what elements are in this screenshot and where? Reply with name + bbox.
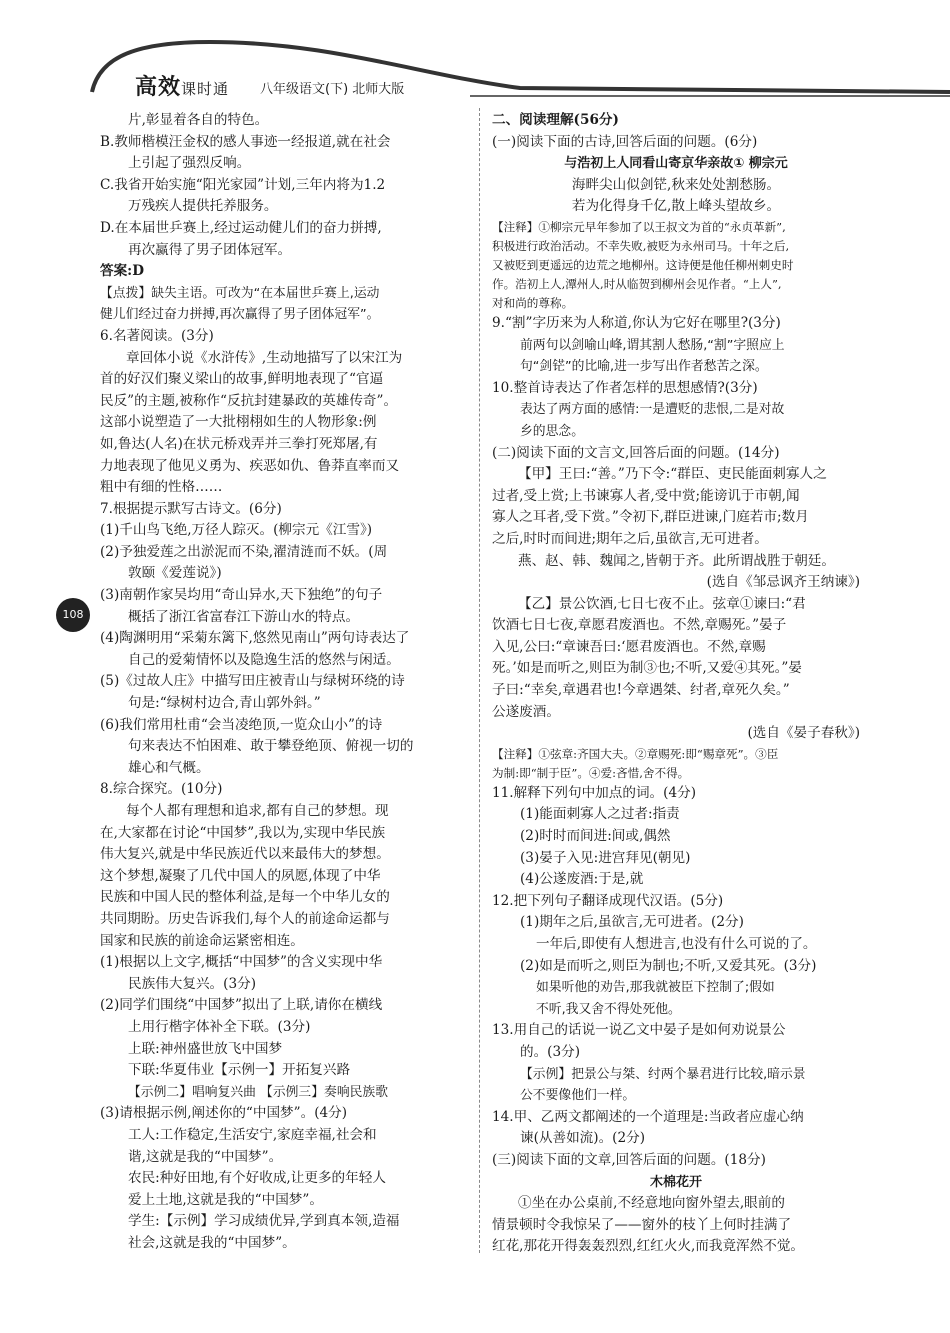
right-text-line: 木棉花开 [649, 1174, 702, 1190]
right-text-line: 【乙】景公饮酒,七日七夜不止。弦章①谏曰:“君 [518, 595, 806, 612]
left-text-line: 答案:D [100, 263, 144, 280]
right-text-line: 子曰:“幸矣,章遇君也!今章遇桀、纣者,章死久矣。” [492, 682, 790, 699]
left-text-line: 句是:“绿树村边合,青山郭外斜。” [128, 695, 321, 712]
right-text-line: 寡人之耳者,受下赏。”令初下,群臣进谏,门庭若市;数月 [492, 509, 809, 526]
book-subtitle: 八年级语文(下) 北师大版 [260, 82, 405, 97]
left-text-line: 雄心和气概。 [128, 759, 210, 776]
right-text-line: (1)能面刺寡人之过者:指责 [520, 806, 680, 823]
right-text-line: 死。’如是而听之,则臣为制③也;不听,又爱④其死。”晏 [492, 660, 802, 677]
right-text-line: 不听,我又舍不得处死他。 [536, 1001, 681, 1017]
right-text-line: 11.解释下列句中加点的词。(4分) [492, 784, 696, 801]
right-text-line: 10.整首诗表达了作者怎样的思想感情?(3分) [492, 379, 758, 396]
left-text-line: 上引起了强烈反响。 [128, 155, 251, 172]
left-text-line: 自己的爱菊情怀以及隐逸生活的悠然与闲适。 [128, 651, 400, 668]
right-text-line: (二)阅读下面的文言文,回答后面的问题。(14分) [492, 444, 780, 461]
left-text-line: 伟大复兴,就是中华民族近代以来最伟大的梦想。 [100, 846, 390, 863]
right-text-line: 13.用自己的话说一说乙文中晏子是如何劝说景公 [492, 1022, 786, 1039]
left-text-line: 【点拨】缺失主语。可改为“在本届世乒赛上,运动 [100, 285, 380, 301]
left-text-line: D.在本届世乒赛上,经过运动健儿们的奋力拼搏, [100, 219, 382, 236]
right-text-line: 【甲】王曰:“善。”乃下令:“群臣、吏民能面刺寡人之 [518, 466, 827, 483]
right-text-line: 红花,那花开得轰轰烈烈,红红火火,而我竟浑然不觉。 [492, 1238, 805, 1255]
right-text-line: 之后,时时而间进;期年之后,虽欲言,无可进者。 [492, 530, 768, 547]
left-text-line: 国家和民族的前途命运紧密相连。 [100, 932, 304, 949]
right-text-line: 乡的思念。 [520, 423, 584, 439]
left-text-line: (6)我们常用杜甫“会当凌绝顶,一览众山小”的诗 [100, 716, 383, 733]
left-text-line: (5)《过故人庄》中描写田庄被青山与绿树环绕的诗 [100, 673, 405, 690]
right-text-line: (4)公遂废酒:于是,就 [520, 871, 644, 888]
right-text-line: 公不要像他们一样。 [520, 1088, 636, 1104]
right-text-line: 如果听他的劝告,那我就被臣下控制了;假如 [536, 980, 775, 996]
right-text-line: 与浩初上人同看山寄京华亲故① 柳宗元 [564, 156, 788, 172]
left-text-line: 章回体小说《水浒传》,生动地描写了以宋江为 [126, 349, 403, 366]
left-text-line: B.教师楷模汪金权的感人事迹一经报道,就在社会 [100, 133, 391, 150]
right-text-line: 9.“割”字历来为人称道,你认为它好在哪里?(3分) [492, 314, 781, 331]
right-text-line: 14.甲、乙两文都阐述的一个道理是:当政者应虚心纳 [492, 1108, 804, 1125]
left-text-line: 如,鲁达(人名)在状元桥戏弄并三拳打死郑屠,有 [100, 435, 378, 452]
left-text-line: 社会,这就是我的“中国梦”。 [128, 1234, 296, 1251]
right-text-line: 表达了两方面的感情:一是遭贬的悲恨,二是对故 [520, 402, 785, 418]
right-text-line: 前两句以剑喻山峰,谓其割人愁肠,“割”字照应上 [520, 337, 785, 353]
left-text-line: 爱上土地,这就是我的“中国梦”。 [128, 1191, 323, 1208]
left-text-line: 6.名著阅读。(3分) [100, 327, 214, 344]
left-text-line: (3)请根据示例,阐述你的“中国梦”。(4分) [100, 1105, 348, 1122]
left-text-line: 民反”的主题,被称作“反抗封建暴政的英雄传奇”。 [100, 392, 398, 409]
left-text-line: (1)根据以上文字,概括“中国梦”的含义实现中华 [100, 954, 383, 971]
left-text-line: 万残疾人提供托养服务。 [128, 198, 278, 215]
right-text-line: 【注释】①弦章:齐国大夫。②章赐死:即“赐章死”。③臣 [492, 746, 779, 761]
right-text-line: 又被贬到更遥远的边荒之地柳州。这诗便是他任柳州刺史时 [492, 257, 794, 272]
left-text-line: 8.综合探究。(10分) [100, 781, 223, 798]
left-text-line: (4)陶渊明用“采菊东篱下,悠然见南山”两句诗表达了 [100, 630, 410, 647]
left-text-line: (3)南朝作家吴均用“奇山异水,天下独绝”的句子 [100, 587, 383, 604]
right-text-line: 海畔尖山似剑铓,秋来处处割愁肠。 [571, 176, 781, 193]
left-text-line: 民族和中国人民的整体利益,是每一个中华儿女的 [100, 889, 390, 906]
right-text-line: (3)晏子入见:进宫拜见(朝见) [520, 849, 691, 866]
right-text-line: (一)阅读下面的古诗,回答后面的问题。(6分) [492, 133, 758, 150]
page-number: 108 [56, 598, 90, 632]
right-text-line: 燕、赵、韩、魏闻之,皆朝于齐。此所谓战胜于朝廷。 [518, 552, 835, 569]
left-text-line: 民族伟大复兴。(3分) [128, 975, 257, 992]
left-text-line: 下联:华夏伟业【示例一】开拓复兴路 [128, 1062, 351, 1079]
left-text-line: 健儿们经过奋力拼搏,再次赢得了男子团体冠军”。 [100, 307, 380, 323]
page-header [0, 0, 950, 100]
left-text-line: 这部小说塑造了一大批栩栩如生的人物形象:例 [100, 414, 377, 431]
left-text-line: 农民:种好田地,有个好收成,让更多的年轻人 [128, 1170, 386, 1187]
right-text-line: 公遂废酒。 [492, 703, 560, 720]
column-divider [479, 108, 480, 1253]
right-text-line: 的。(3分) [520, 1043, 581, 1060]
right-text-line: 【示例】把景公与桀、纣两个暴君进行比较,暗示景 [520, 1066, 806, 1082]
right-text-line: 作。浩初上人,潭州人,时从临贺到柳州会见作者。“上人”, [492, 276, 782, 291]
right-text-line: 积极进行政治活动。不幸失败,被贬为永州司马。十年之后, [492, 238, 790, 253]
right-column [492, 110, 860, 1258]
left-text-line: 敦颐《爱莲说》) [128, 565, 222, 582]
left-text-line: 7.根据提示默写古诗文。(6分) [100, 500, 282, 517]
right-text-line: 12.把下列句子翻译成现代汉语。(5分) [492, 892, 724, 909]
left-text-line: 片,彰显着各自的特色。 [128, 112, 269, 128]
left-text-line: 每个人都有理想和追求,都有自己的梦想。现 [126, 803, 389, 819]
left-text-line: 共同期盼。历史告诉我们,每个人的前途命运都与 [100, 910, 390, 927]
right-text-line: (2)时时而间进:间或,偶然 [520, 828, 671, 845]
left-text-line: 上用行楷字体补全下联。(3分) [128, 1018, 311, 1035]
left-text-line: 学生:【示例】学习成绩优异,学到真本领,造福 [128, 1213, 400, 1230]
left-text-line: 在,大家都在讨论“中国梦”,我以为,实现中华民族 [100, 824, 386, 841]
left-column [100, 110, 468, 1254]
right-text-line: 入见,公曰:“章谏吾曰:‘愿君废酒也。不然,章赐 [492, 638, 766, 655]
right-text-line: 谏(从善如流)。(2分) [520, 1130, 646, 1147]
left-text-line: (1)千山鸟飞绝,万径人踪灭。(柳宗元《江雪》) [100, 522, 373, 539]
right-text-line: (选自《邹忌讽齐王纳谏》) [706, 574, 860, 591]
left-text-line: 粗中有细的性格…… [100, 479, 223, 496]
right-text-line: 句“剑铓”的比喻,进一步写出作者愁苦之深。 [520, 359, 768, 375]
right-text-line: (1)期年之后,虽欲言,无可进者。(2分) [520, 914, 744, 931]
right-text-line: 对和尚的尊称。 [492, 295, 574, 310]
right-text-line: 【注释】①柳宗元早年参加了以王叔文为首的“永贞革新”, [492, 219, 786, 234]
left-text-line: 再次赢得了男子团体冠军。 [128, 241, 292, 258]
left-text-line: 上联:神州盛世放飞中国梦 [128, 1040, 283, 1057]
left-text-line: (2)予独爱莲之出淤泥而不染,濯清涟而不妖。(周 [100, 543, 388, 560]
right-text-line: 为制:即“制于臣”。④爱:吝惜,舍不得。 [492, 765, 690, 780]
right-text-line: 饮酒七日七夜,章愿君废酒也。不然,章赐死。”晏子 [492, 617, 787, 634]
right-text-line: 若为化得身千亿,散上峰头望故乡。 [571, 198, 781, 215]
right-text-line: (选自《晏子春秋》) [747, 725, 860, 742]
right-text-line: 过者,受上赏;上书谏寡人者,受中赏;能谤讥于市朝,闻 [492, 487, 800, 504]
right-text-line: (2)如是而听之,则臣为制也;不听,又爱其死。(3分) [520, 957, 817, 974]
left-text-line: C.我省开始实施“阳光家园”计划,三年内将为1.2 [100, 176, 386, 193]
left-text-line: 首的好汉们聚义梁山的故事,鲜明地表现了“官逼 [100, 371, 384, 388]
left-text-line: 谐,这就是我的“中国梦”。 [128, 1148, 283, 1165]
left-text-line: 力地表现了他见义勇为、疾恶如仇、鲁莽直率而又 [100, 457, 400, 474]
right-text-line: (三)阅读下面的文章,回答后面的问题。(18分) [492, 1151, 766, 1168]
left-text-line: 概括了浙江省富春江下游山水的特点。 [128, 608, 360, 625]
right-text-line: 二、阅读理解(56分) [492, 112, 619, 128]
left-text-line: 这个梦想,凝聚了几代中国人的夙愿,体现了中华 [100, 867, 381, 884]
left-text-line: 【示例二】唱响复兴曲 【示例三】奏响民族歌 [128, 1084, 389, 1100]
left-text-line: 工人:工作稳定,生活安宁,家庭幸福,社会和 [128, 1126, 377, 1143]
left-text-line: 句来表达不怕困难、敢于攀登绝顶、俯视一切的 [128, 738, 414, 755]
left-text-line: (2)同学们围绕“中国梦”拟出了上联,请你在横线 [100, 997, 383, 1014]
right-text-line: 情景顿时令我惊呆了——窗外的枝丫上何时挂满了 [492, 1216, 792, 1233]
right-text-line: ①坐在办公桌前,不经意地向窗外望去,眼前的 [518, 1195, 785, 1212]
brand-title: 高效课时通 [135, 74, 230, 100]
right-text-line: 一年后,即使有人想进言,也没有什么可说的了。 [536, 936, 817, 952]
